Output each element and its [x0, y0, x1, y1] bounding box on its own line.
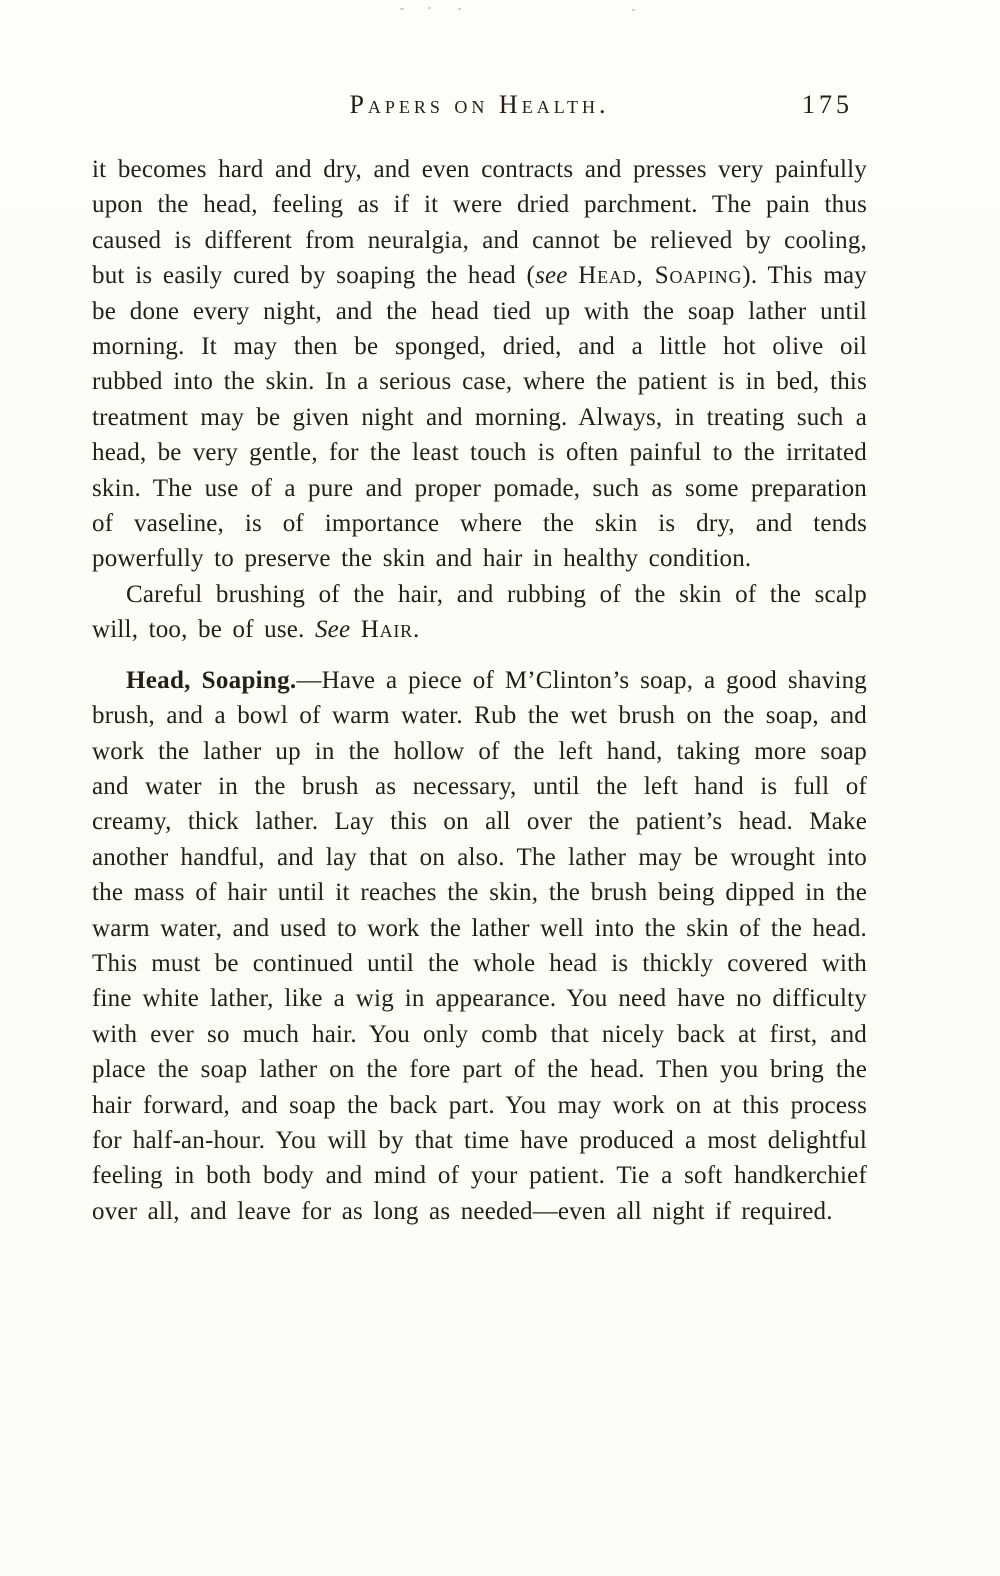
text-run: .: [413, 616, 420, 644]
text-run: —Have a piece of M’Clinton’s soap, a good shaving brush, and a bowl of warm water. Rub the wet brush on the soap, and work the lather up in the hollow of the left hand, taking more soap and water in the brush as necessary, until the left hand is full of creamy, thick lather. Lay this on all over the patient’s head. Make another handful, and lay that on also. The lather may be wrought into the mass of hair until it reaches the skin, the brush being dipped in the warm water, and used to work the lather well into the skin of the head. This must be continued until the whole head is thickly covered with fine white lather, like a wig in appearance. You need have no difficulty with ever so much hair. You only comb that nicely back at first, and place the soap lather on the fore part of the head. Then you bring the hair forward, and soap the back part. You may work on at this process for half-an-hour. You will by that time have produced a most delightful feeling in both body and mind of your patient. Tie a soft handkerchief over all, and leave for as long as needed—even all night if required.: [92, 666, 867, 1225]
cross-reference-hair: Hair: [360, 616, 413, 644]
running-header-title: Papers on Health.: [349, 90, 610, 119]
see-reference-italic: see: [535, 262, 579, 290]
scan-speck: [400, 8, 404, 10]
page-text-block: [92, 152, 867, 1229]
page-number: 175: [802, 90, 853, 119]
text-run: it becomes hard and dry, and even contracts and presses very painfully upon the head, feeling as if it were dried parchment. The pain thus caused is different from neuralgia, and cannot be relieved by cooling, but is easily cured by soaping the head (: [92, 156, 867, 290]
entry-heading: Head, Soaping.: [126, 666, 297, 694]
paragraph-entry-head-soaping: [92, 663, 867, 1230]
see-reference-italic: See: [314, 616, 361, 644]
cross-reference-head-soaping: Head, Soaping: [578, 262, 743, 290]
paragraph-head-treatment-continuation: [92, 152, 867, 577]
text-run: Careful brushing of the hair, and rubbing of the skin of the scalp will, too, be of use.: [92, 580, 867, 644]
scan-speck: [632, 9, 635, 11]
running-header: [92, 90, 867, 126]
scan-speck: [458, 8, 461, 10]
paragraph-careful-brushing: [92, 577, 867, 648]
text-run: ). This may be done every night, and the head tied up with the soap lather until morning. It may then be sponged, dried, and a little hot olive oil rubbed into the skin. In a serious case, where the patient is in bed, this treatment may be given night and morning. Always, in treating such a head, be very gentle, for the least touch is often painful to the irritated skin. The use of a pure and proper pomade, such as some preparation of vaseline, is of importance where the skin is dry, and tends powerfully to preserve the skin and hair in healthy condition.: [92, 262, 868, 573]
scan-speck: [428, 7, 431, 9]
